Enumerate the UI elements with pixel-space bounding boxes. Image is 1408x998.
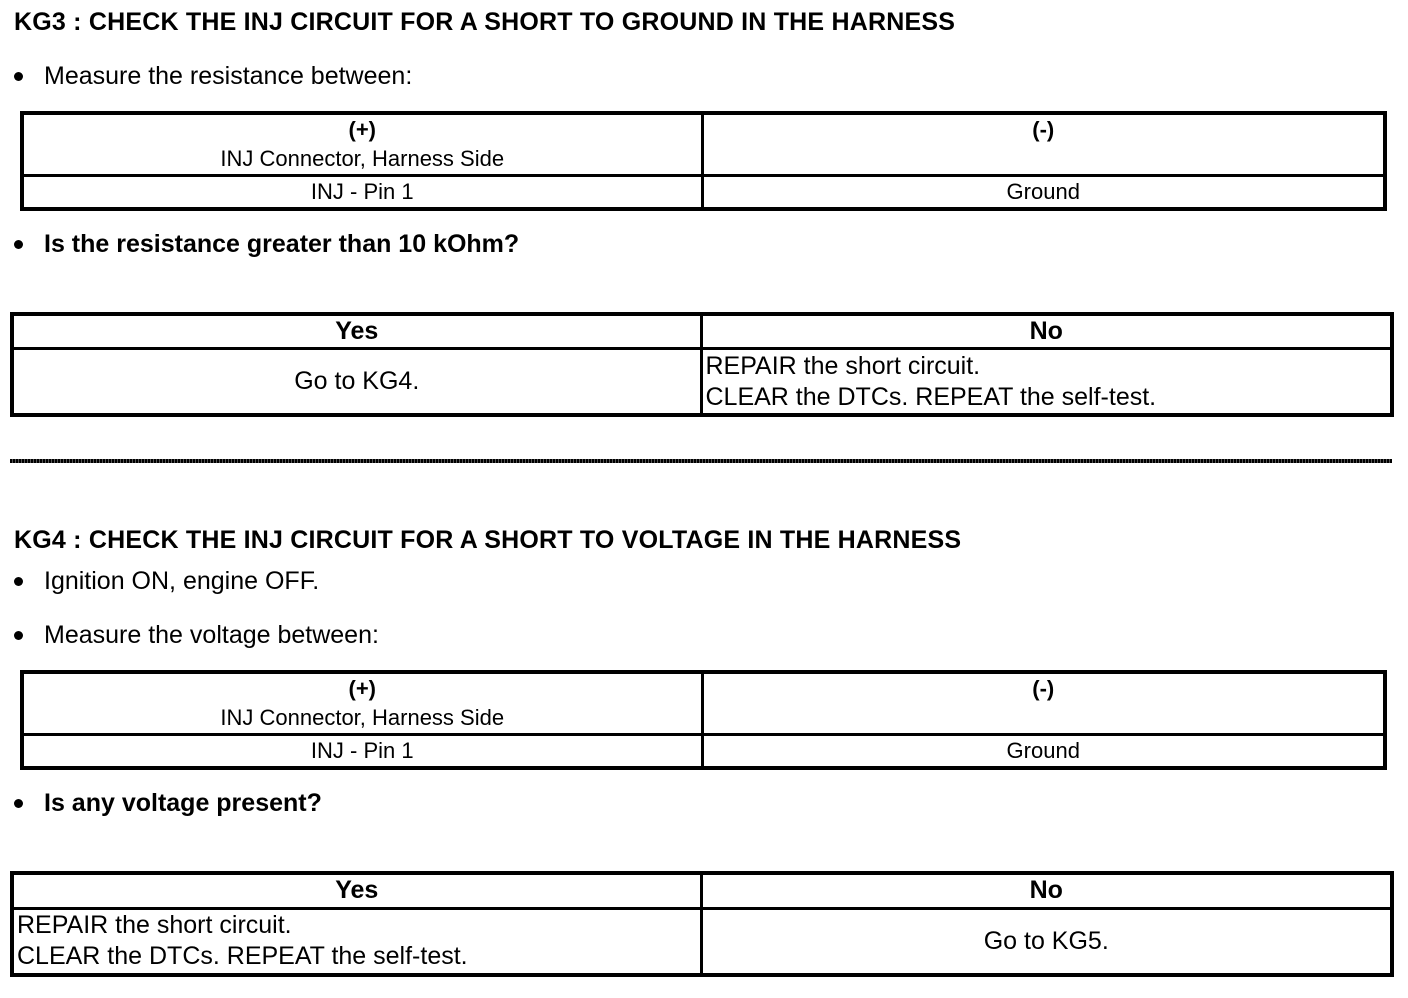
yes-action-text: Go to KG4. <box>294 367 420 396</box>
kg3-title: KG3 : CHECK THE INJ CIRCUIT FOR A SHORT TO GROUND IN THE HARNESS <box>14 8 956 36</box>
kg4-question <box>14 789 322 818</box>
plus-sub-label: INJ Connector, Harness Side <box>220 705 505 730</box>
minus-header-cell <box>702 672 1385 735</box>
minus-label: (-) <box>1032 117 1055 142</box>
plus-value-cell: INJ - Pin 1 <box>22 176 702 209</box>
yes-action-cell <box>12 349 701 415</box>
no-header: No <box>701 873 1392 908</box>
step-text: Measure the voltage between: <box>44 621 379 649</box>
kg4-measure-table <box>20 670 1387 770</box>
question-text: Is any voltage present? <box>44 789 322 817</box>
plus-header-cell <box>22 672 702 735</box>
plus-label: (+) <box>348 676 376 701</box>
plus-sub-label: INJ Connector, Harness Side <box>220 146 505 171</box>
minus-value-cell: Ground <box>702 176 1385 209</box>
step-text: Ignition ON, engine OFF. <box>44 567 320 595</box>
yes-action-line-2: CLEAR the DTCs. REPEAT the self-test. <box>17 942 468 971</box>
no-action-cell <box>701 908 1392 975</box>
kg4-decision-table <box>10 871 1394 977</box>
section-divider <box>10 459 1392 463</box>
plus-value-cell: INJ - Pin 1 <box>22 735 702 768</box>
kg3-decision-table <box>10 312 1394 417</box>
kg4-title: KG4 : CHECK THE INJ CIRCUIT FOR A SHORT TO VOLTAGE IN THE HARNESS <box>14 526 962 554</box>
bullet-icon <box>14 799 23 808</box>
no-action-line-2: CLEAR the DTCs. REPEAT the self-test. <box>705 382 1157 411</box>
bullet-icon <box>14 631 23 640</box>
kg4-step-measure <box>14 621 379 650</box>
bullet-icon <box>14 240 23 249</box>
minus-value-cell: Ground <box>702 735 1385 768</box>
question-text: Is the resistance greater than 10 kOhm? <box>44 230 520 258</box>
bullet-icon <box>14 577 23 586</box>
yes-action-line-1: REPAIR the short circuit. <box>17 911 292 940</box>
kg3-question <box>14 230 519 259</box>
no-action-line-1: REPAIR the short circuit. <box>705 351 981 380</box>
minus-label: (-) <box>1032 676 1055 701</box>
no-header: No <box>701 314 1392 349</box>
minus-header-cell <box>702 113 1385 176</box>
plus-header-cell <box>22 113 702 176</box>
no-action-cell <box>701 349 1392 415</box>
step-text: Measure the resistance between: <box>44 62 413 90</box>
no-action-text: Go to KG5. <box>983 926 1109 955</box>
yes-header: Yes <box>12 873 701 908</box>
yes-header: Yes <box>12 314 701 349</box>
kg4-step-ignition <box>14 567 319 596</box>
bullet-icon <box>14 72 23 81</box>
kg3-measure-table <box>20 111 1387 211</box>
yes-action-cell <box>12 908 701 975</box>
kg3-step-measure <box>14 62 412 91</box>
plus-label: (+) <box>348 117 376 142</box>
